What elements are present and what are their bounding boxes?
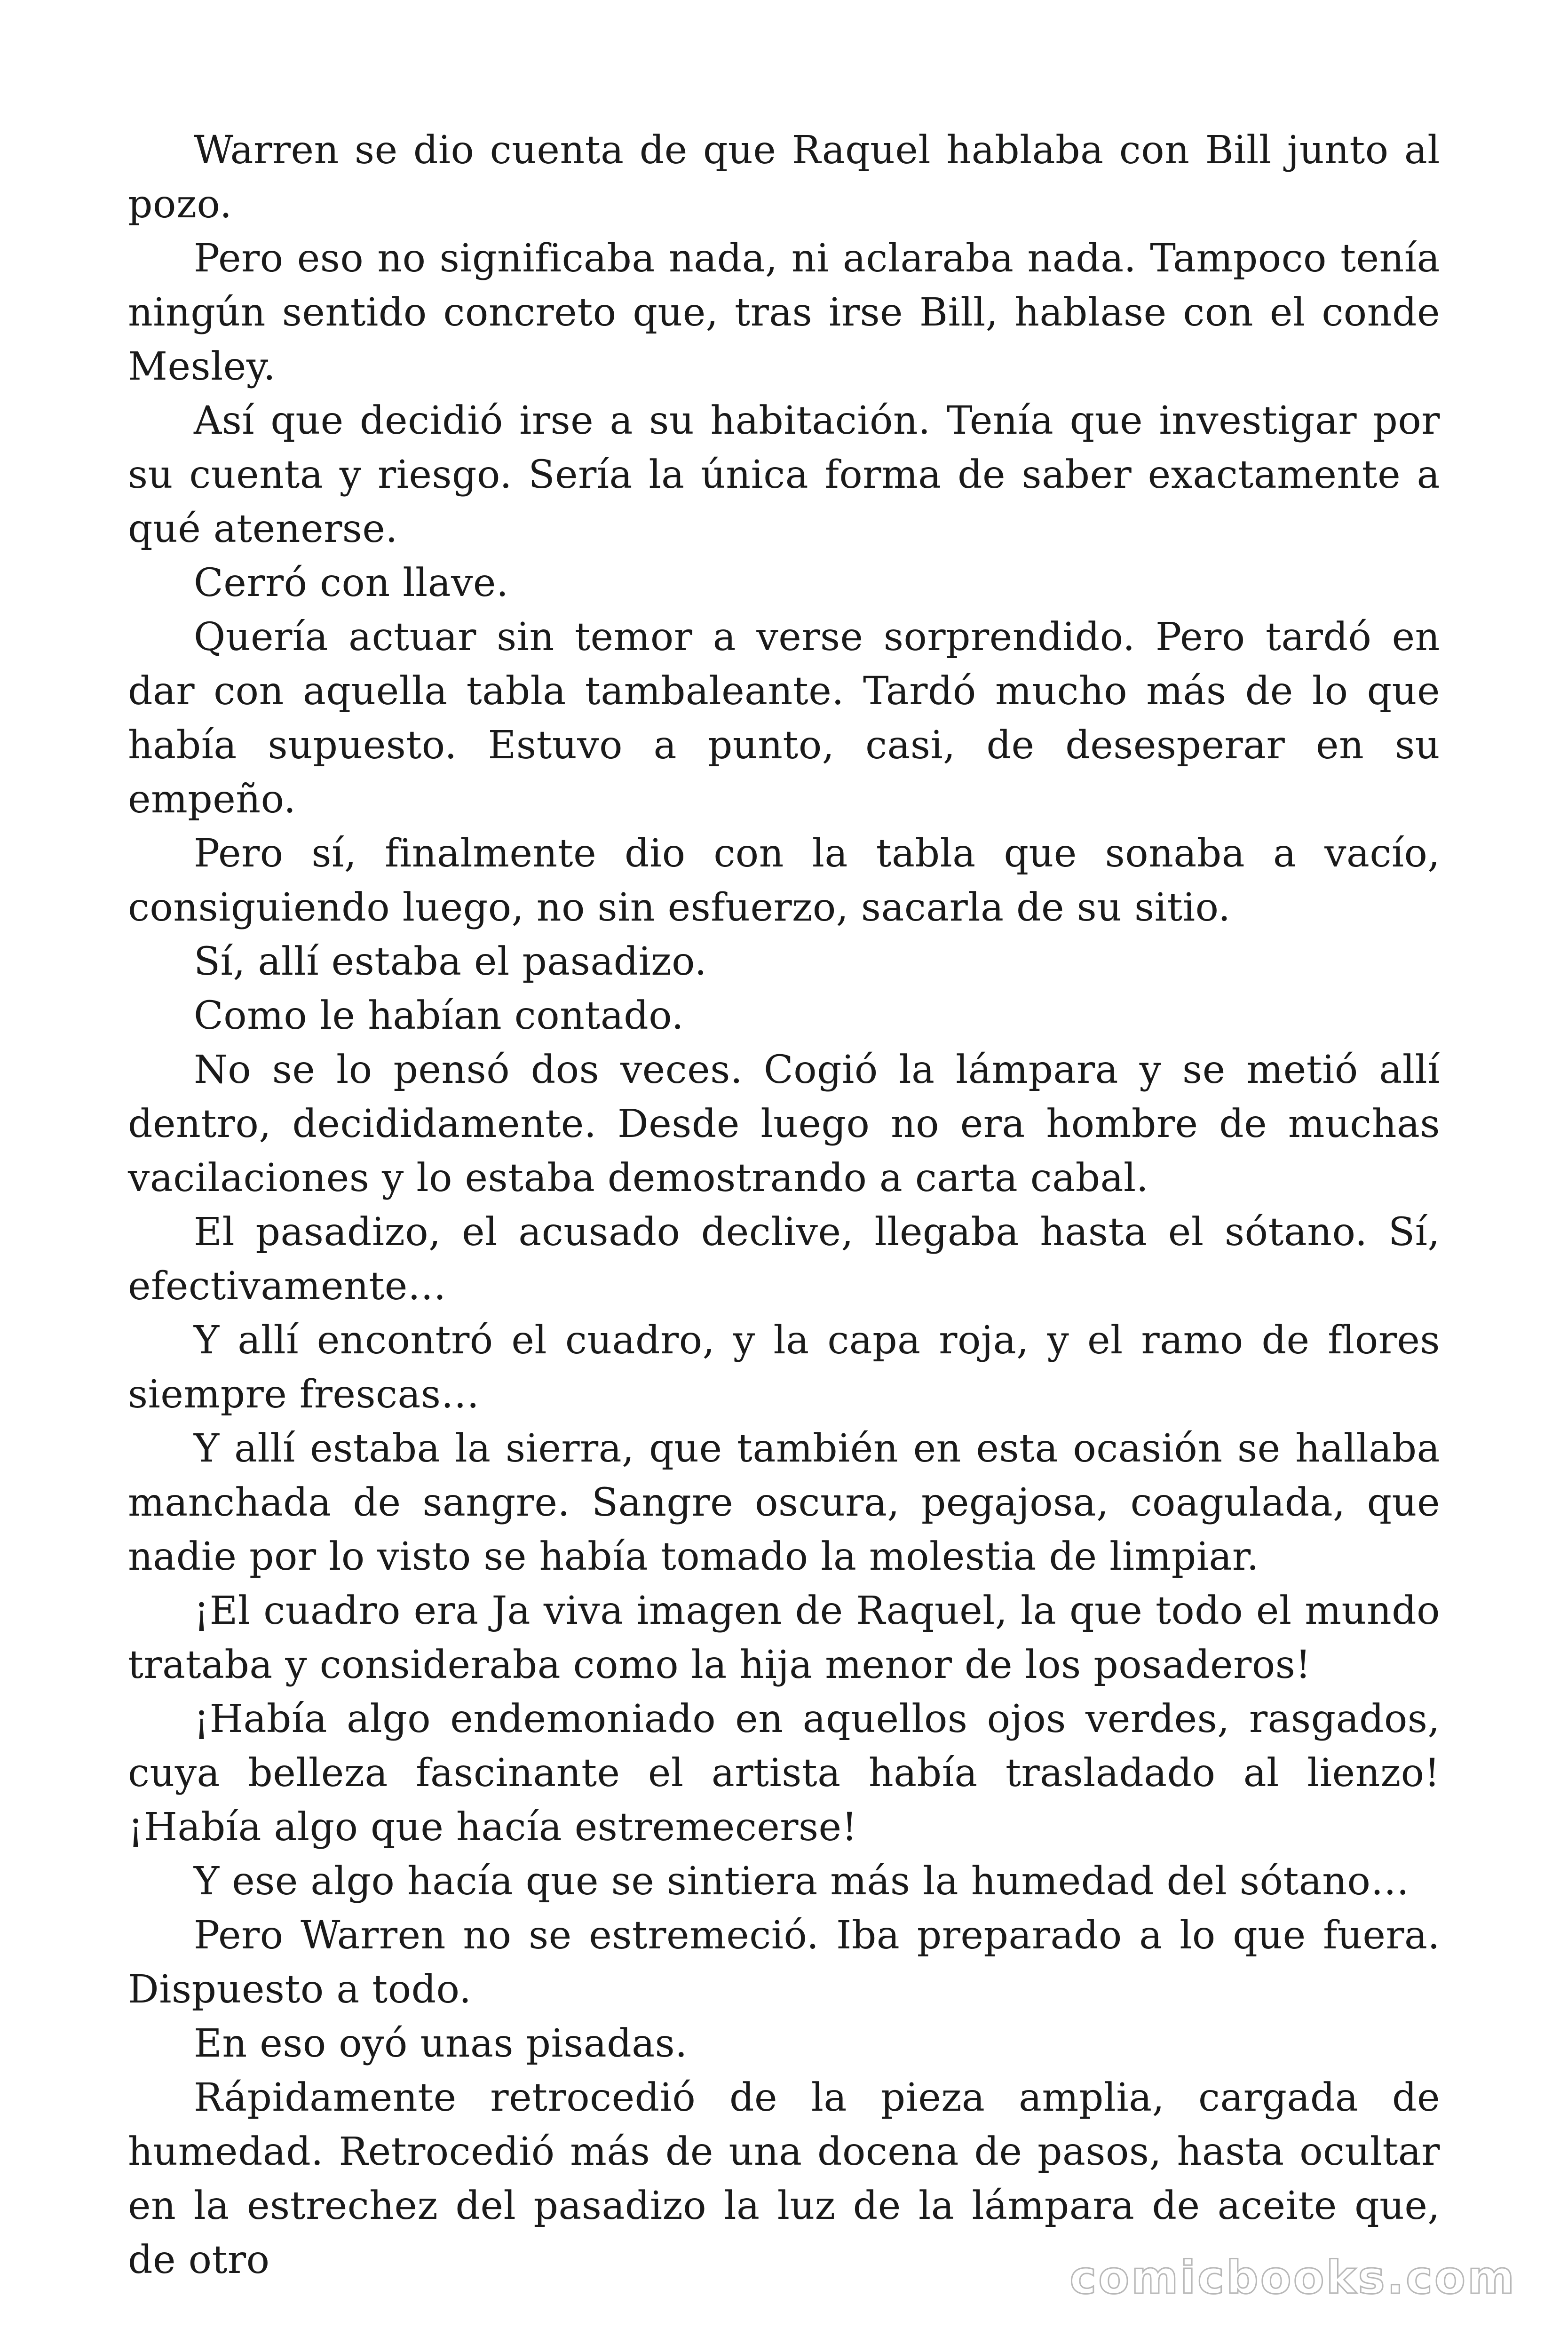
paragraph: Pero Warren no se estremeció. Iba preparado a lo que fuera. Dispuesto a todo. bbox=[128, 1913, 1440, 2012]
watermark: comicbooks.com bbox=[1069, 2251, 1516, 2304]
paragraph: Sí, allí estaba el pasadizo. bbox=[194, 939, 707, 984]
paragraph: Pero eso no significaba nada, ni aclaraba nada. Tampoco tenía ningún sentido concreto que, tras irse Bill, hablase con el conde Mesley. bbox=[128, 236, 1440, 389]
paragraph: ¡Había algo endemoniado en aquellos ojos verdes, rasgados, cuya belleza fascinante el artista había trasladado al lienzo! ¡Había algo que hacía estremecerse! bbox=[128, 1697, 1440, 1850]
paragraph: Quería actuar sin temor a verse sorprendido. Pero tardó en dar con aquella tabla tambaleante. Tardó mucho más de lo que había supuesto. Estuvo a punto, casi, de desesperar en su empeño. bbox=[128, 615, 1440, 822]
paragraph: Como le habían contado. bbox=[194, 993, 684, 1038]
paragraph: Y allí estaba la sierra, que también en esta ocasión se hallaba manchada de sangre. Sangre oscura, pegajosa, coagulada, que nadie por lo visto se había tomado la molestia de limpiar. bbox=[128, 1426, 1440, 1579]
paragraph: Y ese algo hacía que se sintiera más la humedad del sótano… bbox=[194, 1859, 1410, 1904]
paragraph: Cerró con llave. bbox=[194, 561, 509, 605]
paragraph: No se lo pensó dos veces. Cogió la lámpara y se metió allí dentro, decididamente. Desde luego no era hombre de muchas vacilaciones y lo estaba demostrando a carta cabal. bbox=[128, 1048, 1440, 1200]
paragraph: ¡El cuadro era Ja viva imagen de Raquel, la que todo el mundo trataba y consideraba como la hija menor de los posaderos! bbox=[128, 1589, 1440, 1687]
paragraph: Y allí encontró el cuadro, y la capa roja, y el ramo de flores siempre frescas… bbox=[128, 1318, 1440, 1417]
paragraph: Pero sí, finalmente dio con la tabla que sonaba a vacío, consiguiendo luego, no sin esfuerzo, sacarla de su sitio. bbox=[128, 831, 1440, 930]
paragraph: En eso oyó unas pisadas. bbox=[194, 2021, 688, 2066]
paragraph: El pasadizo, el acusado declive, llegaba hasta el sótano. Sí, efectivamente… bbox=[128, 1210, 1440, 1309]
paragraph: Warren se dio cuenta de que Raquel hablaba con Bill junto al pozo. bbox=[128, 128, 1440, 227]
paragraph: Así que decidió irse a su habitación. Tenía que investigar por su cuenta y riesgo. Sería la única forma de saber exactamente a qué atenerse. bbox=[128, 398, 1440, 551]
body-text bbox=[128, 123, 1440, 2287]
paragraph: Rápidamente retrocedió de la pieza amplia, cargada de humedad. Retrocedió más de una docena de pasos, hasta ocultar en la estrechez del pasadizo la luz de la lámpara de aceite que, de otro bbox=[128, 2075, 1440, 2282]
